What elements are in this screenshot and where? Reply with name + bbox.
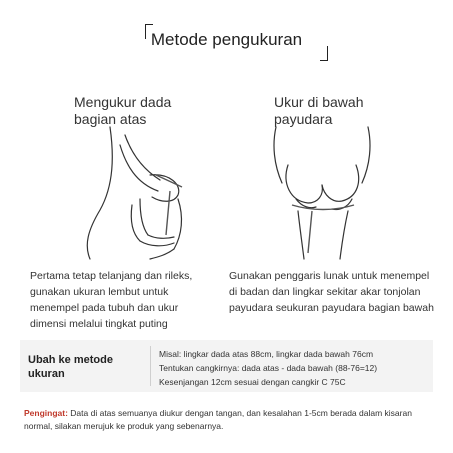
reminder-note — [24, 407, 434, 433]
reminder-text: Data di atas semuanya diukur dengan tangan, dan kesalahan 1-5cm berada dalam kisaran normal, silakan merujuk ke produk yang sebenarnya. — [24, 408, 412, 431]
torso-side-illustration — [70, 125, 210, 260]
left-desc-line-2: gunakan ukuran lembut untuk — [30, 286, 169, 298]
right-description — [229, 268, 434, 316]
page-title: Metode pengukuran — [150, 30, 303, 49]
conversion-label-line-1: Ubah ke metode — [28, 354, 113, 366]
right-title-line-2: payudara — [274, 111, 333, 127]
right-title-line-1: Ukur di bawah — [274, 94, 364, 110]
left-title-line-2: bagian atas — [74, 111, 147, 127]
right-column-title — [274, 94, 364, 128]
left-column-title — [74, 94, 171, 128]
right-desc-line-3: payudara seukuran payudara bagian bawah — [229, 302, 434, 314]
torso-front-illustration — [262, 125, 382, 260]
conversion-line-1: Misal: lingkar dada atas 88cm, lingkar dada bawah 76cm — [159, 349, 374, 359]
conversion-label-line-2: ukuran — [28, 368, 65, 380]
left-desc-line-4: dimensi melalui tingkat puting — [30, 318, 168, 330]
conversion-line-3: Kesenjangan 12cm sesuai dengan cangkir C 75C — [159, 377, 346, 387]
title-bracket-right — [320, 46, 328, 61]
conversion-label — [28, 353, 146, 381]
right-desc-line-2: di badan dan lingkar sekitar akar tonjolan — [229, 286, 421, 298]
left-desc-line-1: Pertama tetap telanjang dan rileks, — [30, 270, 193, 282]
conversion-divider — [150, 346, 151, 386]
left-desc-line-3: menempel pada tubuh dan ukur — [30, 302, 179, 314]
left-title-line-1: Mengukur dada — [74, 94, 172, 110]
conversion-details — [159, 347, 377, 389]
reminder-label: Pengingat: — [24, 408, 68, 418]
left-description — [30, 268, 192, 332]
conversion-line-2: Tentukan cangkirnya: dada atas - dada bawah (88-76=12) — [159, 363, 378, 373]
right-desc-line-1: Gunakan penggaris lunak untuk menempel — [229, 270, 430, 282]
